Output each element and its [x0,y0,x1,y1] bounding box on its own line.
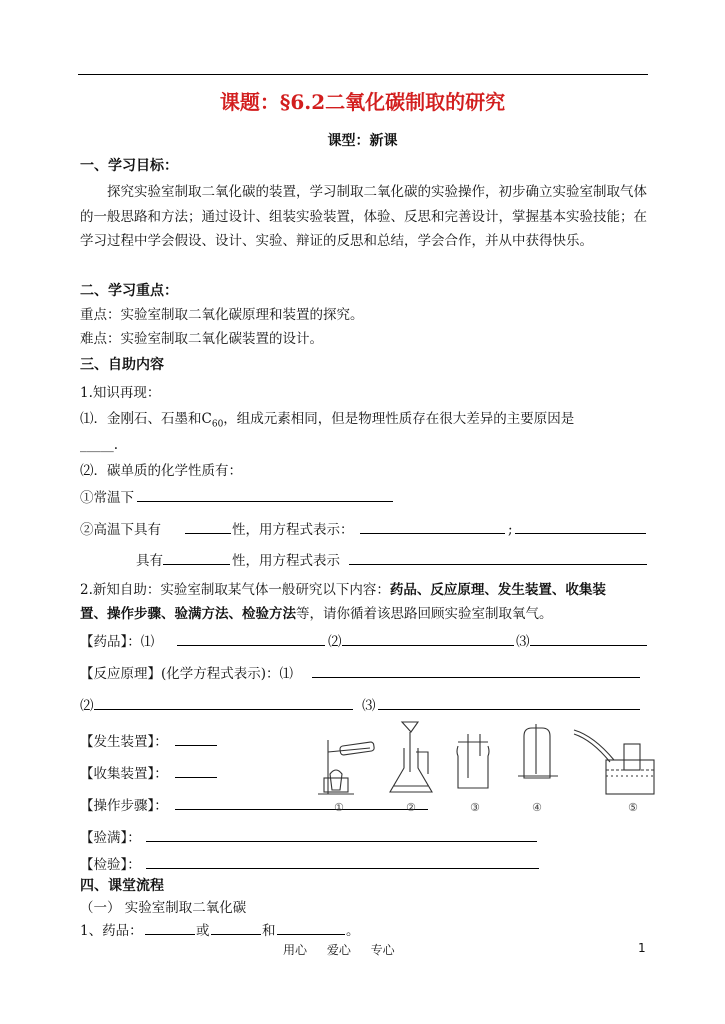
q2-line2 [80,605,553,623]
q2-a: 2.新知自助：实验室制取某气体一般研究以下内容： [80,582,390,598]
key-point: 重点：实验室制取二氧化碳原理和装置的探究。 [80,307,364,323]
high-temp-label: ②高温下具有 [80,522,161,538]
section-heading-self: 三、自助内容 [80,357,164,373]
apparatus-illustration [310,716,660,816]
equation-blank-1[interactable] [360,519,505,534]
q1-title: 1.知识再现： [80,385,161,401]
footer-motto: 用心 爱心 专心 [283,943,395,957]
q2-c: 置、操作步骤、验满方法、检验方法 [80,606,296,622]
goals-paragraph: 探究实验室制取二氧化碳的装置，学习制取二氧化碳的实验操作，初步确立实验室制取气体的一般思路和方法；通过设计、组装实验装置，体验、反思和完善设计，掌握基本实验技能；在学习过程中学会假设、设计、实验、辩证的反思和总结，学会合作，并从中获得快乐。 [80,184,647,249]
has-prop-blank[interactable] [163,550,230,565]
q1-1-end: _____. [80,437,119,453]
prop-a-label: 性，用方程式表示： [232,522,354,538]
item1-or: 或 [196,923,210,939]
q1-1-text: ⑴．金刚石、石墨和C [80,411,212,427]
gen-device-label: 【发生装置】： [80,734,168,750]
has-label: 具有 [136,553,163,569]
header-rule [78,74,648,75]
item1-end: 。 [346,923,360,939]
item1-blank-3[interactable] [277,920,345,935]
prop-b-label: 性，用方程式表示 [232,553,340,569]
collecting-bottle [518,724,558,778]
item1-label: 1、药品： [80,923,143,939]
item1-blank-1[interactable] [145,920,195,935]
heating-apparatus [318,740,375,794]
full-check-blank[interactable] [146,827,537,842]
drugs-3: ⑶ [516,634,530,650]
q1-1 [80,410,574,434]
q1-1-rest: ，组成元素相同，但是物理性质存在很大差异的主要原因是 [223,411,575,427]
page-title: 课题：§6.2二氧化碳制取的研究 [219,90,506,114]
drug-blank-3[interactable] [530,631,647,646]
full-check-label: 【验满】： [80,830,141,846]
c60-subscript: 60 [211,419,224,430]
principle-3: ⑶ [362,698,376,714]
col-device-label: 【收集装置】： [80,766,168,782]
q2-d: 等，请你循着该思路回顾实验室制取氧气。 [296,606,553,622]
principle-blank-1[interactable] [312,663,640,678]
high-temp-prop-blank[interactable] [185,519,231,534]
apparatus-label-2: ② [406,801,416,814]
drug-blank-2[interactable] [342,631,514,646]
apparatus-label-1: ① [334,801,344,814]
drugs-2: ⑵ [328,634,342,650]
apparatus-label-4: ④ [532,801,542,814]
lesson-type: 课型：新课 [327,133,398,149]
section-heading-goals: 一、学习目标： [80,158,178,174]
q1-2: ⑵．碳单质的化学性质有： [80,463,242,479]
flow-part1: （一） 实验室制取二氧化碳 [80,900,247,916]
test-label: 【检验】： [80,857,141,873]
water-trough [574,730,654,794]
q2-b: 药品、反应原理、发生装置、收集装 [389,582,606,598]
normal-temp-blank[interactable] [137,487,393,502]
gen-device-blank[interactable] [175,731,217,746]
flask-apparatus [390,722,432,792]
item1-blank-2[interactable] [211,920,261,935]
principle-2: ⑵ [80,698,94,714]
principle-label: 【反应原理】(化学方程式表示)：⑴ [80,666,294,682]
semicolon: ; [508,522,513,538]
difficulty: 难点：实验室制取二氧化碳装置的设计。 [80,331,323,347]
principle-blank-3[interactable] [378,695,640,710]
section-heading-focus: 二、学习重点： [80,283,178,299]
apparatus-label-5: ⑤ [628,801,638,814]
gas-bottle [457,734,489,788]
equation-blank-3[interactable] [349,550,647,565]
apparatus-label-3: ③ [470,801,480,814]
q2-line1 [80,581,606,599]
item1-and: 和 [262,923,276,939]
normal-temp-label: ①常温下 [80,490,134,506]
steps-label: 【操作步骤】： [80,798,168,814]
principle-blank-2[interactable] [94,695,353,710]
drug-blank-1[interactable] [177,631,325,646]
section-heading-flow: 四、课堂流程 [80,878,164,894]
page-number: 1 [638,941,646,955]
drugs-label: 【药品】：⑴ [80,634,155,650]
col-device-blank[interactable] [175,763,217,778]
test-blank[interactable] [146,854,539,869]
equation-blank-2[interactable] [515,519,646,534]
